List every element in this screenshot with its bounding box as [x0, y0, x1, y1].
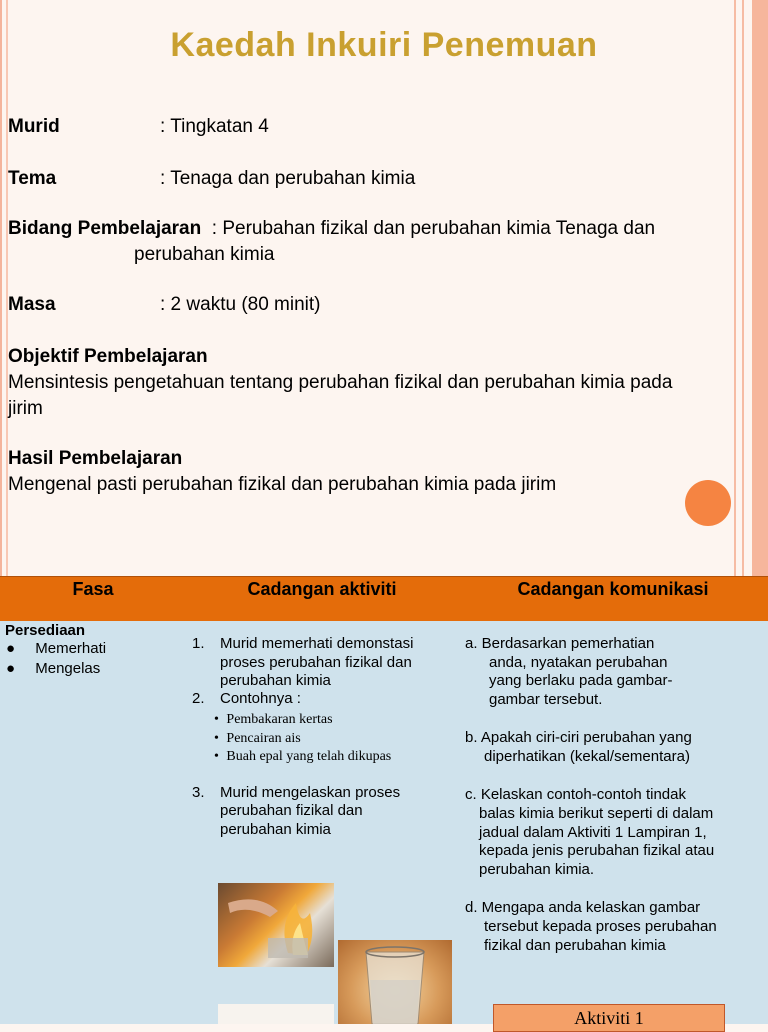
komunikasi-line: jadual dalam Aktiviti 1 Lampiran 1,	[479, 824, 707, 841]
aktiviti-sub-label: Pembakaran kertas	[226, 712, 333, 727]
aktiviti-sub-label: Pencairan ais	[226, 731, 301, 746]
aktiviti-line: proses perubahan fizikal dan	[220, 654, 412, 671]
aktiviti-num: 3.	[192, 784, 205, 801]
objektif-line2: jirim	[8, 398, 43, 419]
komunikasi-line: perubahan kimia.	[479, 861, 595, 878]
aktiviti-line: perubahan fizikal dan	[220, 802, 363, 819]
aktiviti-line: Contohnya :	[220, 690, 301, 707]
frame-line-right-inner	[734, 0, 736, 576]
komunikasi-line: fizikal dan perubahan kimia	[484, 937, 666, 954]
aktiviti-line: perubahan kimia	[220, 821, 331, 838]
fasa-item-label: Memerhati	[35, 640, 107, 657]
aktiviti-sub-item: • Buah epal yang telah dikupas	[214, 749, 392, 764]
komunikasi-line: kepada jenis perubahan fizikal atau	[479, 842, 715, 859]
murid-value: : Tingkatan 4	[160, 116, 269, 137]
komunikasi-line: d. Mengapa anda kelaskan gambar	[465, 899, 701, 916]
komunikasi-line: gambar tersebut.	[489, 691, 603, 708]
table-header	[0, 576, 768, 622]
hasil-line1: Mengenal pasti perubahan fizikal dan perubahan kimia pada jirim	[8, 474, 557, 495]
aktiviti-num: 2.	[192, 690, 205, 707]
komunikasi-line: b. Apakah ciri-ciri perubahan yang	[465, 729, 692, 746]
aktiviti-sub-item: • Pembakaran kertas	[214, 712, 333, 727]
komunikasi-line: diperhatikan (kekal/sementara)	[484, 748, 690, 765]
frame-line-left	[0, 0, 2, 576]
aktiviti-line: Murid mengelaskan proses	[220, 784, 401, 801]
glass-of-water-image	[338, 940, 452, 1024]
aktiviti-line: perubahan kimia	[220, 672, 331, 689]
komunikasi-line: yang berlaku pada gambar-	[489, 672, 673, 689]
komunikasi-line: tersebut kepada proses perubahan	[484, 918, 717, 935]
objektif-label: Objektif Pembelajaran	[8, 346, 208, 367]
komunikasi-line: a. Berdasarkan pemerhatian	[465, 635, 655, 652]
bidang-label: Bidang Pembelajaran	[8, 218, 202, 239]
tema-value: : Tenaga dan perubahan kimia	[160, 168, 416, 189]
masa-value: : 2 waktu (80 minit)	[160, 294, 321, 315]
masa-label: Masa	[8, 294, 56, 315]
aktiviti-sub-item: • Pencairan ais	[214, 731, 301, 746]
fasa-item: ● Mengelas	[6, 660, 101, 677]
header-fasa: Fasa	[72, 579, 114, 599]
komunikasi-line: anda, nyatakan perubahan	[489, 654, 668, 671]
tema-label: Tema	[8, 168, 57, 189]
fasa-title: Persediaan	[5, 622, 86, 639]
murid-label: Murid	[8, 116, 60, 137]
frame-line-right	[742, 0, 744, 576]
aktiviti-1-button[interactable]: Aktiviti 1	[493, 1004, 725, 1032]
header-aktiviti: Cadangan aktiviti	[247, 579, 397, 599]
hasil-label: Hasil Pembelajaran	[8, 448, 183, 469]
bidang-value-line2: perubahan kimia	[134, 244, 275, 265]
objektif-line1: Mensintesis pengetahuan tentang perubahan fizikal dan perubahan kimia pada	[8, 372, 673, 393]
page-title: Kaedah Inkuiri Penemuan	[170, 26, 598, 64]
komunikasi-line: c. Kelaskan contoh-contoh tindak	[465, 786, 686, 803]
decor-circle	[685, 480, 731, 526]
komunikasi-line: balas kimia berikut seperti di dalam	[479, 805, 714, 822]
aktiviti-line: Murid memerhati demonstasi	[220, 635, 414, 652]
fasa-item: ● Memerhati	[6, 640, 107, 657]
aktiviti-num: 1.	[192, 635, 205, 652]
bidang-value: : Perubahan fizikal dan perubahan kimia Tenaga dan	[201, 218, 656, 239]
fasa-item-label: Mengelas	[35, 660, 101, 677]
header-komunikasi: Cadangan komunikasi	[517, 579, 709, 599]
burning-paper-image	[218, 883, 334, 967]
bidang-row	[8, 216, 655, 242]
aktiviti-sub-label: Buah epal yang telah dikupas	[226, 749, 392, 764]
peeled-apple-image	[218, 1004, 334, 1024]
